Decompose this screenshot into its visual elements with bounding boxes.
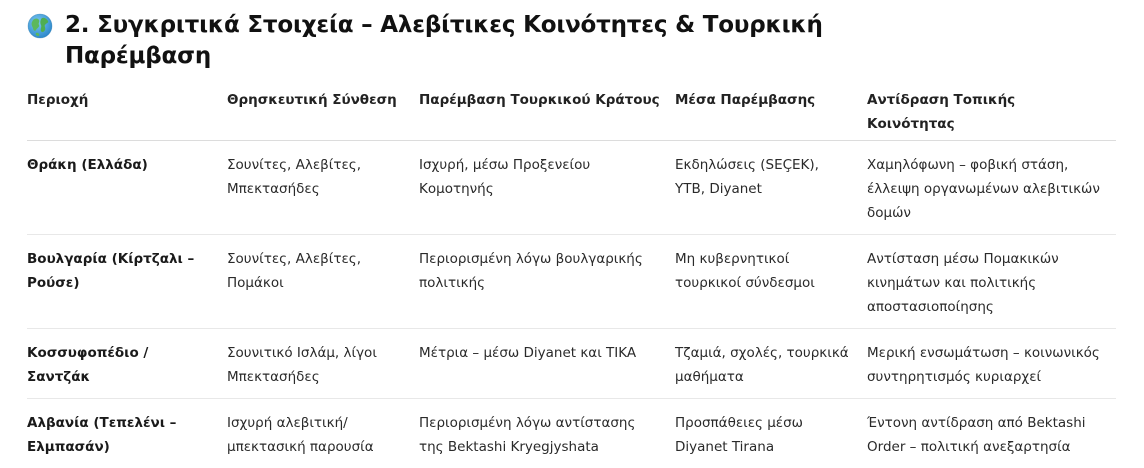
- region-cell: Βουλγαρία (Κίρτζαλι – Ρούσε): [27, 251, 195, 291]
- column-header-intervention: Παρέμβαση Τουρκικού Κράτους: [419, 92, 660, 108]
- intervention-cell: Ισχυρή, μέσω Προξενείου Κομοτηνής: [419, 157, 591, 197]
- composition-cell: Σουνιτικό Ισλάμ, λίγοι Μπεκτασήδες: [227, 345, 377, 385]
- column-header-region: Περιοχή: [27, 92, 89, 108]
- table-header-row: [27, 84, 1116, 141]
- region-cell: Θράκη (Ελλάδα): [27, 157, 148, 173]
- region-cell: Αλβανία (Τεπελένι – Ελμπασάν): [27, 415, 177, 455]
- column-header-means: Μέσα Παρέμβασης: [675, 92, 816, 108]
- means-cell: Προσπάθειες μέσω Diyanet Tirana: [675, 415, 803, 455]
- column-header-composition: Θρησκευτική Σύνθεση: [227, 92, 397, 108]
- reaction-cell: Μερική ενσωμάτωση – κοινωνικός συντηρητισμός κυριαρχεί: [867, 345, 1100, 385]
- means-cell: Μη κυβερνητικοί τουρκικοί σύνδεσμοι: [675, 251, 815, 291]
- composition-cell: Σουνίτες, Αλεβίτες, Πομάκοι: [227, 251, 361, 291]
- intervention-cell: Περιορισμένη λόγω αντίστασης της Bektashi Kryegjyshata: [419, 415, 636, 455]
- intervention-cell: Μέτρια – μέσω Diyanet και TIKA: [419, 345, 637, 361]
- region-cell: Κοσσυφοπέδιο / Σαντζάκ: [27, 345, 149, 385]
- reaction-cell: Έντονη αντίδραση από Bektashi Order – πολιτική ανεξαρτησία: [867, 415, 1086, 455]
- composition-cell: Σουνίτες, Αλεβίτες, Μπεκτασήδες: [227, 157, 361, 197]
- comparison-table: [27, 84, 1116, 468]
- reaction-cell: Χαμηλόφωνη – φοβική στάση, έλλειψη οργανωμένων αλεβιτικών δομών: [867, 157, 1100, 221]
- composition-cell: Ισχυρή αλεβιτική/ μπεκτασική παρουσία: [227, 415, 374, 455]
- table-row: [27, 235, 1116, 329]
- section-title: 2. Συγκριτικά Στοιχεία – Αλεβίτικες Κοινότητες & Τουρκική Παρέμβαση: [65, 12, 823, 69]
- table-row: [27, 141, 1116, 235]
- means-cell: Εκδηλώσεις (SEÇEK), YTB, Diyanet: [675, 157, 819, 197]
- reaction-cell: Αντίσταση μέσω Πομακικών κινημάτων και πολιτικής αποστασιοποίησης: [867, 251, 1059, 315]
- section-heading: [27, 10, 1116, 72]
- table-row: [27, 329, 1116, 399]
- means-cell: Τζαμιά, σχολές, τουρκικά μαθήματα: [675, 345, 849, 385]
- intervention-cell: Περιορισμένη λόγω βουλγαρικής πολιτικής: [419, 251, 643, 291]
- table-row: [27, 399, 1116, 468]
- globe-icon: [27, 13, 53, 39]
- column-header-reaction: Αντίδραση Τοπικής Κοινότητας: [867, 92, 1016, 132]
